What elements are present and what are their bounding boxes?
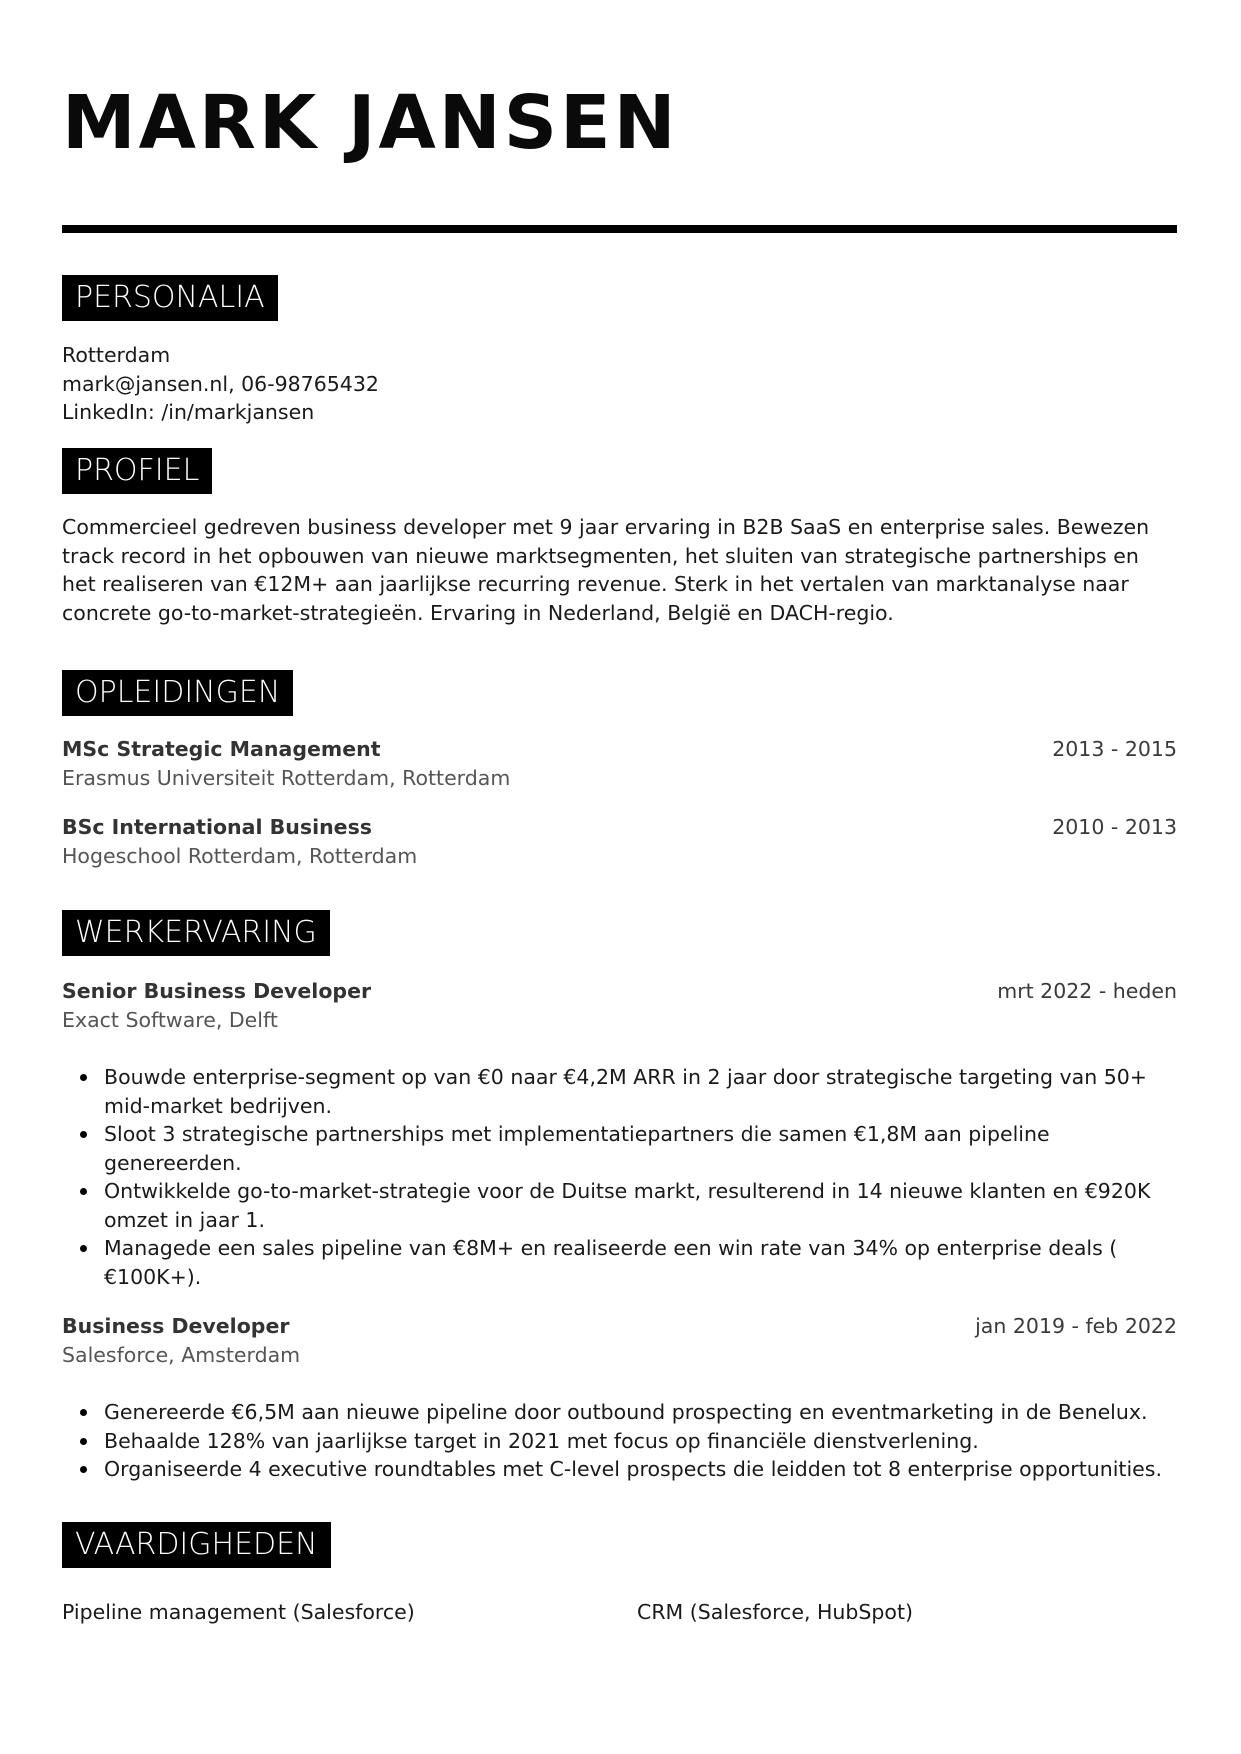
education-entry bbox=[62, 813, 1177, 870]
personalia-linkedin: LinkedIn: /in/markjansen bbox=[62, 400, 315, 424]
job-role: Business Developer bbox=[62, 1314, 290, 1338]
section-heading-opleidingen: OPLEIDINGEN bbox=[62, 670, 293, 716]
job-period: jan 2019 - feb 2022 bbox=[975, 1314, 1177, 1338]
job-company: Exact Software, Delft bbox=[62, 1007, 278, 1032]
job-company: Salesforce, Amsterdam bbox=[62, 1342, 301, 1367]
education-period: 2013 - 2015 bbox=[1052, 737, 1177, 761]
education-entry bbox=[62, 735, 1177, 792]
personalia-block bbox=[62, 341, 379, 427]
achievement-item: Sloot 3 strategische partnerships met implementatiepartners die samen €1,8M aan pipeline genereerden. bbox=[62, 1120, 1177, 1177]
job-period: mrt 2022 - heden bbox=[997, 979, 1177, 1003]
education-degree: BSc International Business bbox=[62, 815, 372, 839]
candidate-name: MARK JANSEN bbox=[62, 80, 679, 166]
section-heading-profiel: PROFIEL bbox=[62, 448, 212, 494]
education-degree: MSc Strategic Management bbox=[62, 737, 381, 761]
job-role: Senior Business Developer bbox=[62, 979, 372, 1003]
personalia-city: Rotterdam bbox=[62, 343, 171, 367]
achievement-item: Genereerde €6,5M aan nieuwe pipeline door outbound prospecting en eventmarketing in de Benelux. bbox=[62, 1398, 1177, 1427]
personalia-contact: mark@jansen.nl, 06-98765432 bbox=[62, 371, 379, 396]
achievement-item: Ontwikkelde go-to-market-strategie voor de Duitse markt, resulterend in 14 nieuwe klanten en €920K omzet in jaar 1. bbox=[62, 1177, 1177, 1234]
section-heading-werkervaring: WERKERVARING bbox=[62, 910, 330, 956]
achievement-item: Organiseerde 4 executive roundtables met C-level prospects die leidden tot 8 enterprise opportunities. bbox=[62, 1455, 1177, 1484]
education-school: Erasmus Universiteit Rotterdam, Rotterdam bbox=[62, 765, 511, 790]
section-heading-vaardigheden: VAARDIGHEDEN bbox=[62, 1522, 331, 1568]
skill-item: CRM (Salesforce, HubSpot) bbox=[637, 1600, 913, 1624]
education-period: 2010 - 2013 bbox=[1052, 815, 1177, 839]
achievement-item: Managede een sales pipeline van €8M+ en realiseerde een win rate van 34% op enterprise deals ( €100K+). bbox=[62, 1234, 1177, 1291]
achievement-item: Bouwde enterprise-segment op van €0 naar €4,2M ARR in 2 jaar door strategische targeting van 50+ mid-market bedrijven. bbox=[62, 1063, 1177, 1120]
job-achievements bbox=[62, 1063, 1177, 1291]
job-entry bbox=[62, 1312, 1177, 1369]
profiel-text: Commercieel gedreven business developer met 9 jaar ervaring in B2B SaaS en enterprise sales. Bewezen track record in het opbouwen van nieuwe marktsegmenten, het sluiten van strategische partnerships en het realiseren van €12M+ aan jaarlijkse recurring revenue. Sterk in het vertalen van marktanalyse naar concrete go-to-market-strategieën. Ervaring in Nederland, België en DACH-regio. bbox=[62, 515, 1150, 625]
section-heading-personalia: PERSONALIA bbox=[62, 275, 278, 321]
header-divider bbox=[62, 225, 1177, 233]
education-school: Hogeschool Rotterdam, Rotterdam bbox=[62, 843, 418, 868]
achievement-item: Behaalde 128% van jaarlijkse target in 2021 met focus op financiële dienstverlening. bbox=[62, 1427, 1177, 1456]
skill-item: Pipeline management (Salesforce) bbox=[62, 1600, 415, 1624]
job-achievements bbox=[62, 1398, 1177, 1484]
job-entry bbox=[62, 977, 1177, 1034]
